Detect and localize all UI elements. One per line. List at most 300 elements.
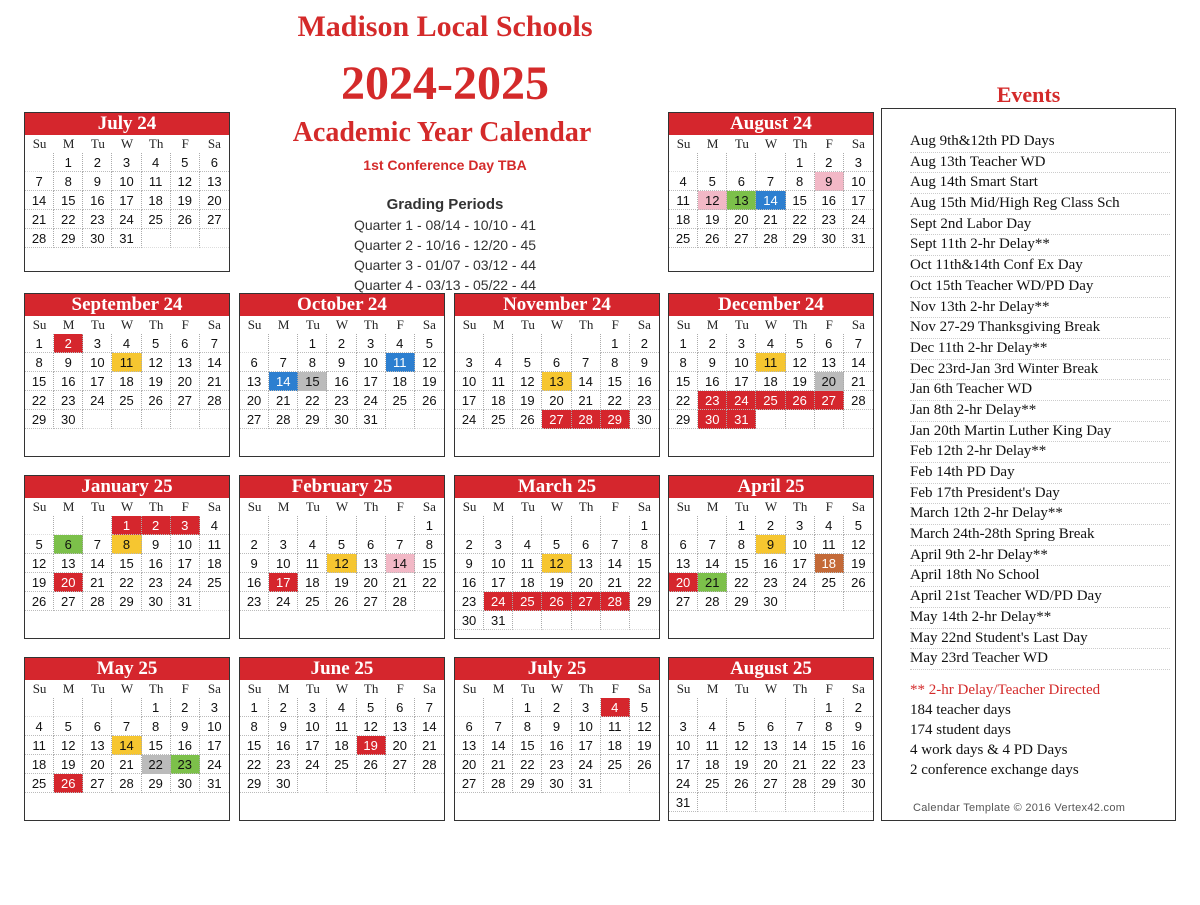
weekday-label: Sa — [637, 681, 651, 696]
weekday-label: Th — [148, 499, 164, 514]
day-cell: 8 — [669, 353, 698, 372]
school-year: 2024-2025 — [341, 57, 549, 110]
day-cell: 27 — [756, 774, 785, 793]
day-cell: 20 — [171, 372, 200, 391]
day-cell: 22 — [415, 573, 444, 592]
day-cell: 4 — [513, 535, 542, 554]
day-cell: 25 — [484, 410, 513, 429]
empty-cell — [513, 516, 542, 535]
day-cell: 5 — [25, 535, 54, 554]
day-cell: 21 — [415, 736, 444, 755]
delay-legend-note: ** 2-hr Delay/Teacher Directed — [910, 682, 1101, 698]
day-cell: 5 — [786, 334, 815, 353]
events-title: Events — [996, 82, 1061, 107]
day-cell: 2 — [698, 334, 727, 353]
day-cell: 15 — [727, 554, 756, 573]
weekday-label: Su — [32, 681, 47, 696]
day-cell: 20 — [669, 573, 698, 592]
day-cell: 12 — [142, 353, 171, 372]
day-cell: 9 — [455, 554, 484, 573]
day-cell: 20 — [386, 736, 415, 755]
day-cell: 31 — [844, 229, 873, 248]
day-cell: 13 — [357, 554, 386, 573]
day-cell: 25 — [669, 229, 698, 248]
empty-cell — [112, 410, 141, 429]
day-cell: 27 — [357, 592, 386, 611]
day-cell: 13 — [83, 736, 112, 755]
day-cell: 6 — [54, 535, 83, 554]
day-cell: 18 — [142, 191, 171, 210]
weekday-label: Tu — [520, 681, 535, 696]
day-cell: 1 — [298, 334, 327, 353]
empty-cell — [601, 774, 630, 793]
weekday-label: Tu — [90, 136, 105, 151]
day-cell: 3 — [669, 717, 698, 736]
day-cell: 12 — [513, 372, 542, 391]
day-cell: 14 — [25, 191, 54, 210]
events-legend — [910, 680, 1172, 780]
day-cell: 11 — [815, 535, 844, 554]
month-grid — [240, 680, 444, 793]
day-cell: 16 — [54, 372, 83, 391]
event-item: Feb 14th PD Day — [910, 463, 1170, 484]
month-grid — [240, 316, 444, 429]
weekday-label: W — [764, 136, 778, 151]
day-cell: 23 — [542, 755, 571, 774]
day-cell: 5 — [844, 516, 873, 535]
day-cell: 11 — [112, 353, 141, 372]
event-item: May 23rd Teacher WD — [910, 649, 1170, 670]
day-cell: 12 — [786, 353, 815, 372]
day-cell: 13 — [171, 353, 200, 372]
school-name: Madison Local Schools — [297, 10, 593, 43]
day-cell: 23 — [815, 210, 844, 229]
event-item: Nov 27-29 Thanksgiving Break — [910, 318, 1170, 339]
day-cell: 26 — [415, 391, 444, 410]
empty-cell — [327, 774, 356, 793]
empty-cell — [572, 516, 601, 535]
day-cell: 31 — [484, 611, 513, 630]
empty-cell — [756, 793, 785, 812]
weekday-label: Sa — [207, 499, 221, 514]
day-cell: 18 — [756, 372, 785, 391]
month-calendar — [454, 293, 660, 457]
day-cell: 31 — [112, 229, 141, 248]
day-cell: 16 — [815, 191, 844, 210]
day-cell: 18 — [25, 755, 54, 774]
day-cell: 15 — [25, 372, 54, 391]
day-cell: 9 — [171, 717, 200, 736]
day-cell: 30 — [542, 774, 571, 793]
empty-cell — [327, 516, 356, 535]
day-cell: 19 — [542, 573, 571, 592]
weekday-label: F — [396, 317, 404, 332]
grading-periods-list — [240, 215, 650, 295]
day-cell: 7 — [200, 334, 229, 353]
day-cell: 14 — [269, 372, 298, 391]
day-cell: 17 — [727, 372, 756, 391]
day-cell: 18 — [484, 391, 513, 410]
empty-cell — [386, 410, 415, 429]
day-cell: 14 — [386, 554, 415, 573]
stat-line: 184 teacher days — [910, 702, 1011, 718]
day-cell: 4 — [25, 717, 54, 736]
day-cell: 30 — [327, 410, 356, 429]
day-cell: 3 — [786, 516, 815, 535]
day-cell: 9 — [815, 172, 844, 191]
weekday-label: Th — [148, 681, 164, 696]
day-cell: 2 — [269, 698, 298, 717]
day-cell: 3 — [844, 153, 873, 172]
weekday-label: F — [825, 136, 833, 151]
weekday-label: Tu — [305, 499, 320, 514]
day-cell: 25 — [601, 755, 630, 774]
empty-cell — [844, 592, 873, 611]
day-cell: 7 — [786, 717, 815, 736]
day-cell: 18 — [298, 573, 327, 592]
day-cell: 15 — [415, 554, 444, 573]
day-cell: 12 — [727, 736, 756, 755]
day-cell: 10 — [200, 717, 229, 736]
day-cell: 5 — [698, 172, 727, 191]
empty-cell — [240, 334, 269, 353]
day-cell: 2 — [844, 698, 873, 717]
day-cell: 10 — [844, 172, 873, 191]
weekday-label: Sa — [207, 136, 221, 151]
day-cell: 30 — [269, 774, 298, 793]
day-cell: 18 — [601, 736, 630, 755]
weekday-label: Su — [676, 681, 691, 696]
day-cell: 29 — [112, 592, 141, 611]
empty-cell — [786, 793, 815, 812]
empty-cell — [601, 611, 630, 630]
day-cell: 20 — [455, 755, 484, 774]
day-cell: 24 — [357, 391, 386, 410]
day-cell: 11 — [327, 717, 356, 736]
day-cell: 30 — [844, 774, 873, 793]
day-cell: 14 — [200, 353, 229, 372]
day-cell: 27 — [727, 229, 756, 248]
day-cell: 6 — [171, 334, 200, 353]
day-cell: 15 — [513, 736, 542, 755]
day-cell: 10 — [786, 535, 815, 554]
day-cell: 30 — [756, 592, 785, 611]
weekday-label: F — [611, 499, 619, 514]
day-cell: 20 — [54, 573, 83, 592]
grading-period: Quarter 1 - 08/14 - 10/10 - 41 — [353, 217, 537, 233]
month-grid — [25, 135, 229, 248]
day-cell: 8 — [298, 353, 327, 372]
day-cell: 14 — [786, 736, 815, 755]
day-cell: 4 — [698, 717, 727, 736]
day-cell: 12 — [630, 717, 659, 736]
day-cell: 19 — [844, 554, 873, 573]
weekday-label: W — [764, 681, 778, 696]
empty-cell — [815, 793, 844, 812]
empty-cell — [513, 334, 542, 353]
day-cell: 4 — [327, 698, 356, 717]
day-cell: 18 — [698, 755, 727, 774]
weekday-label: M — [492, 681, 505, 696]
grading-period: Quarter 4 - 03/13 - 05/22 - 44 — [353, 277, 537, 293]
day-cell: 6 — [815, 334, 844, 353]
day-cell: 15 — [298, 372, 327, 391]
weekday-label: Th — [148, 136, 164, 151]
day-cell: 28 — [601, 592, 630, 611]
empty-cell — [415, 774, 444, 793]
day-cell: 17 — [455, 391, 484, 410]
day-cell: 24 — [727, 391, 756, 410]
weekday-label: W — [550, 681, 564, 696]
day-cell: 3 — [171, 516, 200, 535]
day-cell: 25 — [327, 755, 356, 774]
day-cell: 28 — [200, 391, 229, 410]
day-cell: 13 — [669, 554, 698, 573]
day-cell: 7 — [83, 535, 112, 554]
day-cell: 10 — [112, 172, 141, 191]
day-cell: 21 — [386, 573, 415, 592]
event-item: Aug 15th Mid/High Reg Class Sch — [910, 194, 1170, 215]
weekday-label: M — [62, 136, 75, 151]
weekday-label: F — [181, 681, 189, 696]
day-cell: 7 — [415, 698, 444, 717]
day-cell: 8 — [112, 535, 141, 554]
day-cell: 21 — [484, 755, 513, 774]
day-cell: 2 — [455, 535, 484, 554]
day-cell: 13 — [727, 191, 756, 210]
empty-cell — [669, 516, 698, 535]
day-cell: 3 — [484, 535, 513, 554]
empty-cell — [83, 410, 112, 429]
empty-cell — [83, 698, 112, 717]
day-cell: 6 — [756, 717, 785, 736]
day-cell: 19 — [25, 573, 54, 592]
day-cell: 6 — [572, 535, 601, 554]
weekday-label: F — [181, 317, 189, 332]
day-cell: 5 — [513, 353, 542, 372]
day-cell: 28 — [25, 229, 54, 248]
day-cell: 8 — [786, 172, 815, 191]
weekday-label: W — [764, 499, 778, 514]
empty-cell — [171, 229, 200, 248]
day-cell: 22 — [727, 573, 756, 592]
day-cell: 4 — [815, 516, 844, 535]
day-cell: 2 — [630, 334, 659, 353]
day-cell: 27 — [54, 592, 83, 611]
month-calendar — [668, 112, 874, 272]
day-cell: 13 — [572, 554, 601, 573]
day-cell: 14 — [572, 372, 601, 391]
day-cell: 16 — [844, 736, 873, 755]
day-cell: 23 — [83, 210, 112, 229]
day-cell: 8 — [142, 717, 171, 736]
day-cell: 5 — [357, 698, 386, 717]
weekday-label: W — [335, 317, 349, 332]
day-cell: 17 — [83, 372, 112, 391]
empty-cell — [269, 334, 298, 353]
day-cell: 15 — [240, 736, 269, 755]
weekday-label: Th — [792, 681, 808, 696]
day-cell: 20 — [756, 755, 785, 774]
empty-cell — [756, 698, 785, 717]
day-cell: 23 — [327, 391, 356, 410]
day-cell: 26 — [54, 774, 83, 793]
day-cell: 28 — [786, 774, 815, 793]
empty-cell — [572, 334, 601, 353]
day-cell: 30 — [54, 410, 83, 429]
grading-period: Quarter 2 - 10/16 - 12/20 - 45 — [353, 237, 537, 253]
day-cell: 20 — [542, 391, 571, 410]
day-cell: 21 — [200, 372, 229, 391]
month-grid — [669, 316, 873, 429]
day-cell: 3 — [727, 334, 756, 353]
weekday-label: M — [706, 681, 719, 696]
day-cell: 2 — [54, 334, 83, 353]
day-cell: 11 — [200, 535, 229, 554]
day-cell: 12 — [357, 717, 386, 736]
day-cell: 8 — [815, 717, 844, 736]
day-cell: 29 — [142, 774, 171, 793]
day-cell: 4 — [112, 334, 141, 353]
day-cell: 1 — [669, 334, 698, 353]
day-cell: 31 — [727, 410, 756, 429]
day-cell: 25 — [756, 391, 785, 410]
weekday-label: Tu — [734, 136, 749, 151]
month-title: August 24 — [669, 113, 873, 135]
empty-cell — [727, 153, 756, 172]
month-calendar — [239, 657, 445, 821]
weekday-label: W — [120, 499, 134, 514]
event-item: Aug 14th Smart Start — [910, 173, 1170, 194]
weekday-label: Su — [462, 317, 477, 332]
day-cell: 23 — [171, 755, 200, 774]
month-grid — [455, 316, 659, 429]
day-cell: 29 — [54, 229, 83, 248]
weekday-label: Sa — [637, 317, 651, 332]
day-cell: 4 — [601, 698, 630, 717]
empty-cell — [630, 611, 659, 630]
empty-cell — [844, 410, 873, 429]
day-cell: 28 — [484, 774, 513, 793]
day-cell: 22 — [786, 210, 815, 229]
day-cell: 11 — [513, 554, 542, 573]
day-cell: 16 — [756, 554, 785, 573]
day-cell: 25 — [112, 391, 141, 410]
day-cell: 1 — [25, 334, 54, 353]
day-cell: 12 — [844, 535, 873, 554]
day-cell: 17 — [171, 554, 200, 573]
weekday-label: Sa — [637, 499, 651, 514]
empty-cell — [83, 516, 112, 535]
day-cell: 1 — [54, 153, 83, 172]
empty-cell — [698, 153, 727, 172]
day-cell: 31 — [572, 774, 601, 793]
day-cell: 21 — [756, 210, 785, 229]
weekday-label: Sa — [422, 499, 436, 514]
empty-cell — [669, 153, 698, 172]
day-cell: 10 — [484, 554, 513, 573]
day-cell: 24 — [572, 755, 601, 774]
day-cell: 26 — [357, 755, 386, 774]
day-cell: 28 — [698, 592, 727, 611]
day-cell: 17 — [298, 736, 327, 755]
empty-cell — [786, 410, 815, 429]
event-item: Sept 11th 2-hr Delay** — [910, 235, 1170, 256]
day-cell: 11 — [386, 353, 415, 372]
day-cell: 22 — [240, 755, 269, 774]
empty-cell — [698, 793, 727, 812]
weekday-label: Tu — [90, 317, 105, 332]
day-cell: 24 — [298, 755, 327, 774]
day-cell: 17 — [484, 573, 513, 592]
month-calendar — [668, 475, 874, 639]
month-calendar — [24, 293, 230, 457]
day-cell: 29 — [25, 410, 54, 429]
weekday-label: Su — [247, 499, 262, 514]
day-cell: 25 — [386, 391, 415, 410]
day-cell: 15 — [630, 554, 659, 573]
empty-cell — [200, 592, 229, 611]
month-title: November 24 — [455, 294, 659, 316]
day-cell: 10 — [269, 554, 298, 573]
day-cell: 8 — [54, 172, 83, 191]
day-cell: 21 — [601, 573, 630, 592]
weekday-label: Tu — [520, 317, 535, 332]
weekday-label: F — [825, 317, 833, 332]
weekday-label: Su — [676, 499, 691, 514]
day-cell: 4 — [484, 353, 513, 372]
day-cell: 7 — [844, 334, 873, 353]
empty-cell — [542, 516, 571, 535]
month-grid — [455, 498, 659, 630]
day-cell: 1 — [240, 698, 269, 717]
day-cell: 24 — [200, 755, 229, 774]
day-cell: 11 — [756, 353, 785, 372]
empty-cell — [25, 516, 54, 535]
day-cell: 20 — [200, 191, 229, 210]
event-item: Aug 9th&12th PD Days — [910, 132, 1170, 153]
month-calendar — [24, 112, 230, 272]
day-cell: 12 — [415, 353, 444, 372]
weekday-label: Th — [363, 499, 379, 514]
day-cell: 13 — [455, 736, 484, 755]
weekday-label: Su — [32, 136, 47, 151]
day-cell: 7 — [756, 172, 785, 191]
day-cell: 1 — [786, 153, 815, 172]
day-cell: 26 — [542, 592, 571, 611]
day-cell: 15 — [601, 372, 630, 391]
event-item: Jan 8th 2-hr Delay** — [910, 401, 1170, 422]
day-cell: 31 — [171, 592, 200, 611]
weekday-label: Su — [462, 499, 477, 514]
day-cell: 24 — [669, 774, 698, 793]
day-cell: 9 — [327, 353, 356, 372]
day-cell: 6 — [669, 535, 698, 554]
empty-cell — [25, 153, 54, 172]
day-cell: 10 — [298, 717, 327, 736]
day-cell: 11 — [669, 191, 698, 210]
month-grid — [455, 680, 659, 793]
weekday-label: Th — [578, 499, 594, 514]
day-cell: 19 — [786, 372, 815, 391]
day-cell: 29 — [669, 410, 698, 429]
day-cell: 23 — [844, 755, 873, 774]
day-cell: 21 — [83, 573, 112, 592]
day-cell: 15 — [142, 736, 171, 755]
day-cell: 17 — [669, 755, 698, 774]
day-cell: 27 — [171, 391, 200, 410]
empty-cell — [386, 774, 415, 793]
